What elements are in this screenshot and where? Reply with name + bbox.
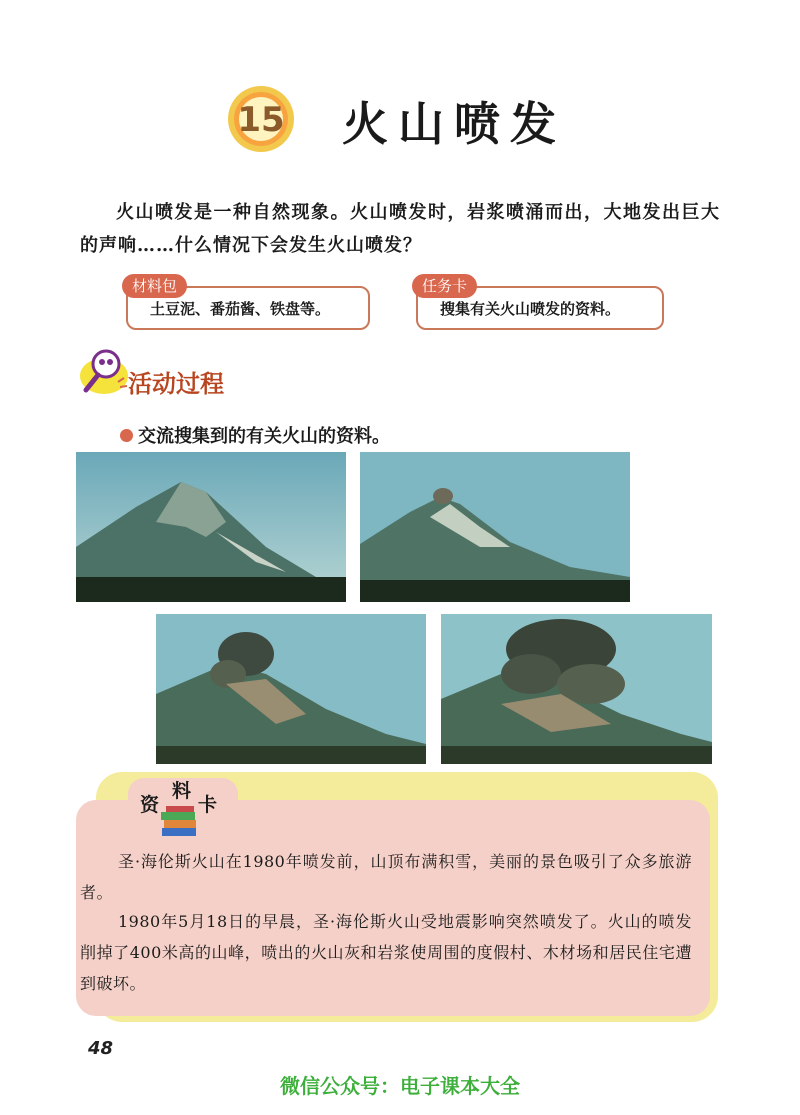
lesson-title: 火山喷发 [342,97,566,151]
info-card-paragraph-2: 1980年5月18日的早晨，圣·海伦斯火山受地震影响突然喷发了。火山的喷发削掉了400米高的山峰，喷出的火山灰和岩浆使周围的度假村、木材场和居民住宅遭到破坏。 [80,912,692,993]
activity-bullet: 交流搜集到的有关火山的资料。 [138,426,390,447]
footer-note: 微信公众号：电子课本大全 [280,1074,520,1098]
lesson-number: 15 [237,100,285,140]
lesson-number-badge [226,84,296,154]
intro-paragraph: 火山喷发是一种自然现象。火山喷发时，岩浆喷涌而出，大地发出巨大的声响……什么情况下会发生火山喷发？ [80,202,720,256]
task-label: 任务卡 [412,274,477,298]
magnifier-icon [78,346,130,398]
info-card-label-3: 卡 [198,794,218,816]
volcano-photo-large-eruption [441,614,712,764]
task-text: 搜集有关火山喷发的资料。 [440,300,621,318]
volcano-photo-calm [76,452,346,602]
activity-title: 活动过程 [128,370,224,398]
info-card-paragraph-1: 圣·海伦斯火山在1980年喷发前，山顶布满积雪，美丽的景色吸引了众多旅游者。 [80,852,692,902]
materials-box [126,277,370,330]
info-card-label-1: 资 [140,794,160,816]
materials-label: 材料包 [122,274,187,298]
bullet-dot [120,429,133,442]
page-number: 48 [88,1038,114,1059]
task-box [416,277,664,330]
materials-text: 土豆泥、番茄酱、铁盘等。 [150,300,331,318]
volcano-photo-eruption [156,614,426,764]
books-icon [158,806,202,838]
volcano-photo-small-plume [360,452,630,602]
info-card-label-2: 料 [172,780,192,802]
